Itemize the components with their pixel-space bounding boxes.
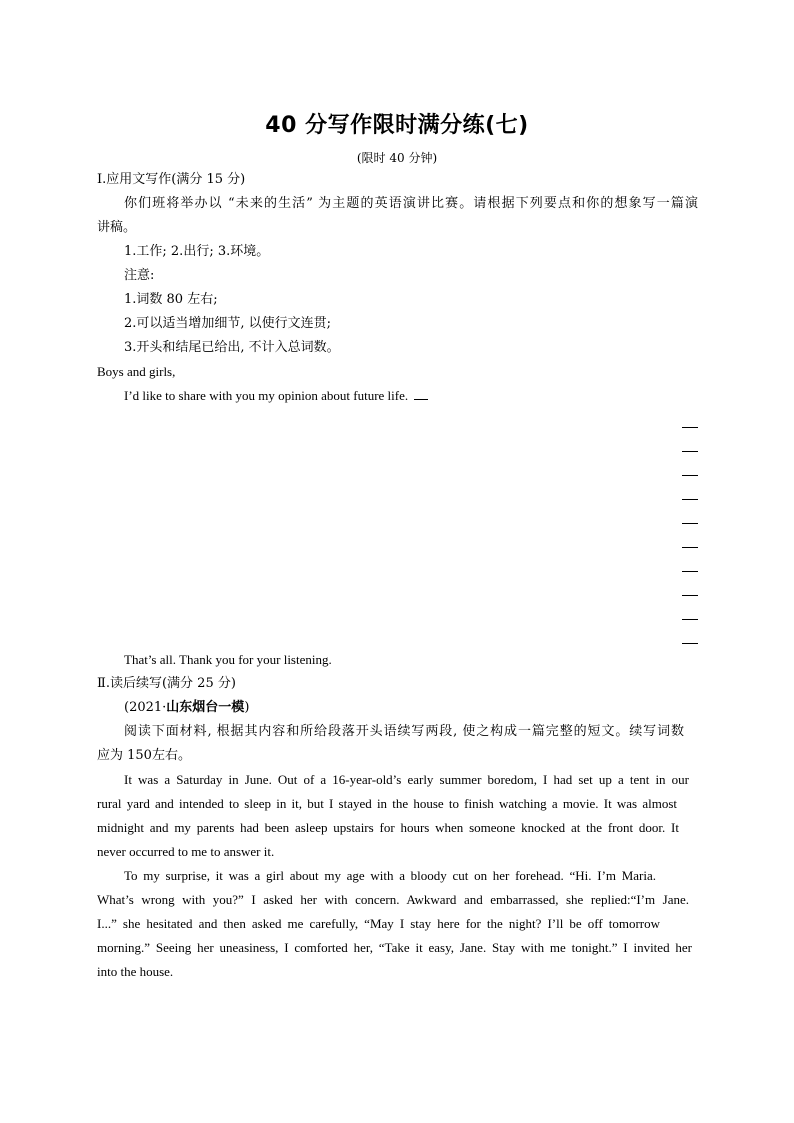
story-p2-line2: What’s wrong with you?” I asked her with concern. Awkward and embarrassed, she replied:“I’m Jane. xyxy=(97,892,689,907)
note-3: 3.开头和结尾已给出, 不计入总词数。 xyxy=(124,340,340,355)
writing-line[interactable] xyxy=(682,547,698,548)
note-2: 2.可以适当增加细节, 以使行文连贯; xyxy=(124,316,332,331)
source-suffix: ) xyxy=(244,700,250,715)
writing-line[interactable] xyxy=(682,619,698,620)
source-name: 山东烟台一模 xyxy=(166,700,245,715)
writing-line[interactable] xyxy=(682,523,698,524)
writing-blank[interactable] xyxy=(414,389,428,400)
section2-prompt-line2: 应为 150左右。 xyxy=(97,748,191,763)
section1-heading: Ⅰ.应用文写作(满分 15 分) xyxy=(97,172,246,187)
writing-line[interactable] xyxy=(682,643,698,644)
story-p2-line1: To my surprise, it was a girl about my age with a bloody cut on her forehead. “Hi. I’m Maria. xyxy=(124,868,656,883)
writing-line[interactable] xyxy=(682,595,698,596)
story-p1-line3: midnight and my parents had been asleep upstairs for hours when someone knocked at the front door. It xyxy=(97,820,679,835)
writing-line[interactable] xyxy=(682,499,698,500)
source-note xyxy=(124,700,249,716)
section2-prompt-line1: 阅读下面材料, 根据其内容和所给段落开头语续写两段, 使之构成一篇完整的短文。续写词数 xyxy=(124,724,684,739)
story-p1-line1: It was a Saturday in June. Out of a 16-year-old’s early summer boredom, I had set up a tent in our xyxy=(124,772,689,787)
section2-heading: Ⅱ.读后续写(满分 25 分) xyxy=(97,676,236,691)
writing-line[interactable] xyxy=(682,451,698,452)
writing-line[interactable] xyxy=(682,427,698,428)
story-p2-line4: morning.” Seeing her uneasiness, I comforted her, “Take it easy, Jane. Stay with me tonight.” I invited her xyxy=(97,940,692,955)
writing-line[interactable] xyxy=(682,571,698,572)
opening-text: I’d like to share with you my opinion about future life. xyxy=(124,388,409,403)
section1-prompt-line1: 你们班将举办以 “未来的生活” 为主题的英语演讲比赛。请根据下列要点和你的想象写一篇演 xyxy=(124,196,698,211)
story-p1-line4: never occurred to me to answer it. xyxy=(97,844,275,859)
opening-sentence xyxy=(124,388,428,404)
story-p2-line5: into the house. xyxy=(97,964,174,979)
writing-line[interactable] xyxy=(682,475,698,476)
note-1: 1.词数 80 左右; xyxy=(124,292,218,307)
story-p2-line3: I...” she hesitated and then asked me carefully, “May I stay here for the night? I’ll be off tomorrow xyxy=(97,916,660,931)
notes-label: 注意: xyxy=(124,268,155,283)
section1-points: 1.工作; 2.出行; 3.环境。 xyxy=(124,244,270,259)
source-prefix: (2021· xyxy=(124,700,167,715)
closing-sentence: That’s all. Thank you for your listening. xyxy=(124,652,332,667)
greeting: Boys and girls, xyxy=(97,364,176,379)
story-p1-line2: rural yard and intended to sleep in it, but I stayed in the house to finish watching a movie. It was almost xyxy=(97,796,677,811)
section1-prompt-line2: 讲稿。 xyxy=(97,220,137,235)
page-title: 40 分写作限时满分练(七) xyxy=(265,113,529,138)
time-limit: (限时 40 分钟) xyxy=(356,151,438,165)
